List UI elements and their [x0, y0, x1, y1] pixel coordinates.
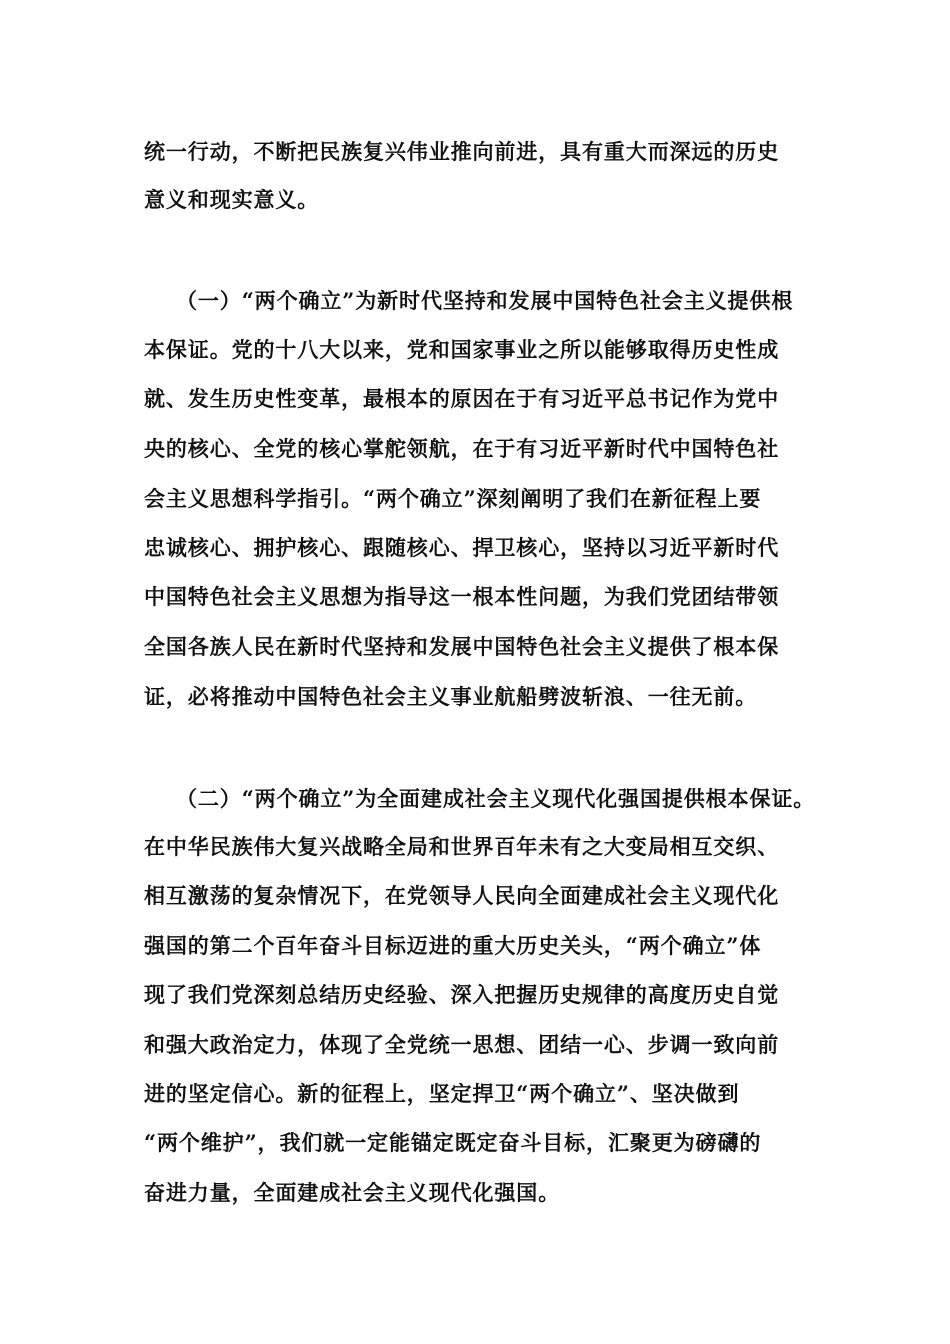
- text-line: “两个维护”，我们就一定能锚定既定奋斗目标，汇聚更为磅礴的: [144, 1130, 762, 1155]
- text-line: 在中华民族伟大复兴战略全局和世界百年未有之大变局相互交织、: [144, 834, 780, 859]
- text-line: 和强大政治定力，体现了全党统一思想、团结一心、步调一致向前: [144, 1032, 780, 1057]
- text-line: 忠诚核心、拥护核心、跟随核心、捍卫核心，坚持以习近平新时代: [144, 535, 780, 560]
- text-line: 全国各族人民在新时代坚持和发展中国特色社会主义提供了根本保: [144, 634, 780, 659]
- text-line: 中国特色社会主义思想为指导这一根本性问题，为我们党团结带领: [144, 584, 780, 609]
- text-line: 会主义思想科学指引。“两个确立”深刻阐明了我们在新征程上要: [144, 486, 762, 511]
- text-line: 央的核心、全党的核心掌舵领航，在于有习近平新时代中国特色社: [144, 436, 780, 461]
- text-line: 意义和现实意义。: [144, 187, 320, 212]
- text-line: 相互激荡的复杂情况下，在党领导人民向全面建成社会主义现代化: [144, 883, 780, 908]
- text-line: 证，必将推动中国特色社会主义事业航船劈波斩浪、一往无前。: [144, 684, 758, 709]
- text-line: 本保证。党的十八大以来，党和国家事业之所以能够取得历史性成: [144, 337, 780, 362]
- text-line: 现了我们党深刻总结历史经验、深入把握历史规律的高度历史自觉: [144, 982, 780, 1007]
- section-heading-line: （一）“两个确立”为新时代坚持和发展中国特色社会主义提供根: [176, 288, 794, 313]
- section-heading-line: （二）“两个确立”为全面建成社会主义现代化强国提供根本保证。: [176, 786, 816, 811]
- text-line: 奋进力量，全面建成社会主义现代化强国。: [144, 1180, 561, 1205]
- text-line: 统一行动，不断把民族复兴伟业推向前进，具有重大而深远的历史: [144, 139, 780, 164]
- text-line: 进的坚定信心。新的征程上，坚定捍卫“两个确立”、坚决做到: [144, 1081, 740, 1106]
- text-line: 就、发生历史性变革，最根本的原因在于有习近平总书记作为党中: [144, 386, 780, 411]
- text-line: 强国的第二个百年奋斗目标迈进的重大历史关头，“两个确立”体: [144, 933, 762, 958]
